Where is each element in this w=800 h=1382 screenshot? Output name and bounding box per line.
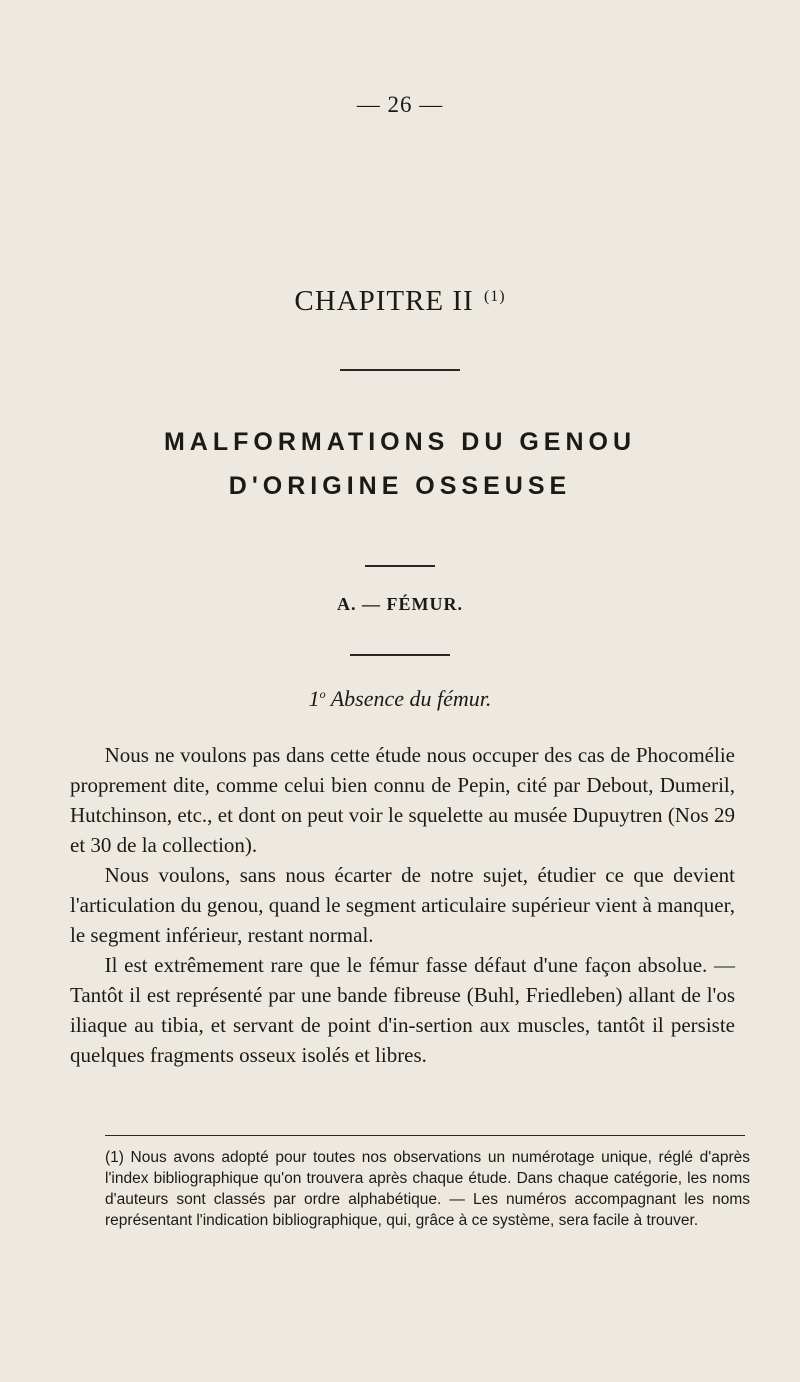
footnote: (1) Nous avons adopté pour toutes nos observations un numérotage unique, réglé d'après l'index bibliographique qu'on trouvera après chaque étude. Dans chaque catégorie, les noms d'auteurs sont classés par ordre alphabétique. — Les numéros accompagnant les noms représentant l'indication bibliographique, qui, grâce à ce système, sera facile à trouver. [105, 1149, 750, 1229]
paragraph-3: Il est extrêmement rare que le fémur fasse défaut d'une façon absolue. — Tantôt il est représenté par une bande fibreuse (Buhl, Friedleben) allant de l'os iliaque au tibia, et servant de point d'in-sertion aux muscles, tantôt il persiste quelques fragments osseux isolés et libres. [70, 953, 735, 1067]
body-text [70, 740, 735, 1070]
paragraph-1: Nous ne voulons pas dans cette étude nous occuper des cas de Phocomélie proprement dite, comme celui bien connu de Pepin, cité par Debout, Dumeril, Hutchinson, etc., et dont on peut voir le squelette au musée Dupuytren (Nos 29 et 30 de la collection). [70, 743, 735, 857]
footnote-divider [105, 1135, 745, 1136]
chapter-title-text: CHAPITRE II [294, 285, 474, 317]
section-divider [350, 654, 450, 656]
title-divider [365, 565, 435, 567]
main-title-line-1: MALFORMATIONS DU GENOU [163, 428, 636, 456]
subsection-number: 1 [308, 686, 320, 711]
page-number: — 26 — [356, 92, 444, 117]
subsection-heading [0, 686, 800, 712]
section-heading: A. — FÉMUR. [337, 594, 463, 614]
subsection-title: Absence du fémur. [330, 686, 492, 711]
chapter-title [0, 285, 800, 318]
chapter-divider [340, 369, 460, 371]
footnote-reference: (1) [483, 288, 506, 305]
subsection-degree: o [319, 687, 326, 701]
main-title-line-2: D'ORIGINE OSSEUSE [228, 472, 572, 500]
paragraph-2: Nous voulons, sans nous écarter de notre sujet, étudier ce que devient l'articulation du genou, quand le segment articulaire supérieur vient à manquer, le segment inférieur, restant normal. [70, 863, 735, 947]
